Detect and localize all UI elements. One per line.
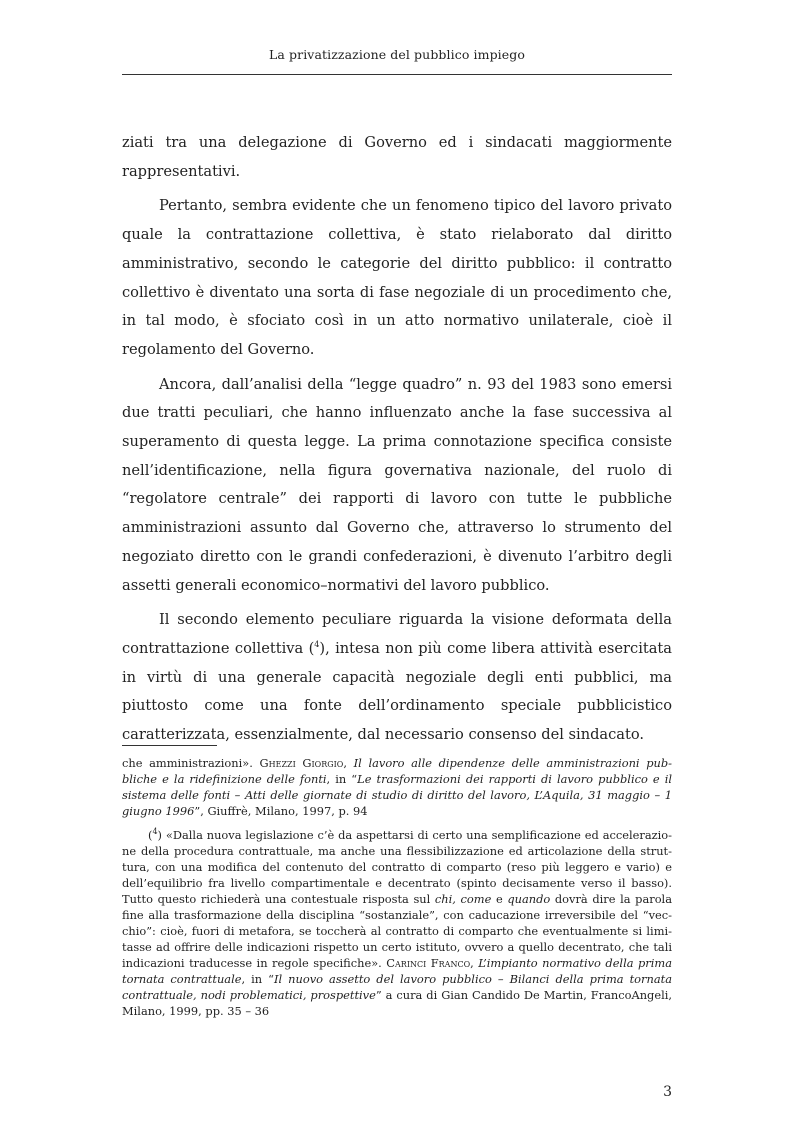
paragraph-4-text-b: ), intesa non più come libera attività esercitata in virtù di una generale capacità negoziale degli enti pubblici, ma piuttosto come una fonte dell’ordinamento speciale pubblicistico caratterizzata, essenzialmente, dal necessario consenso del sindacato. bbox=[122, 639, 672, 744]
footnote-book-title: Il nuovo assetto del lavoro pubblico – Bilanci della prima tornata contrattuale, nodi problematici, prospettive bbox=[122, 972, 672, 1002]
main-text bbox=[122, 129, 672, 756]
footnote-number: 4 bbox=[152, 827, 158, 837]
running-header: La privatizzazione del pubblico impiego bbox=[269, 47, 525, 62]
paragraph-4-text-a: Il secondo elemento peculiare riguarda la visione deformata della contrattazione collettiva ( bbox=[122, 611, 672, 657]
footnote-text: che amministrazioni». bbox=[122, 756, 260, 770]
paragraph-4 bbox=[122, 606, 672, 750]
header-divider bbox=[122, 74, 672, 75]
footnote-continuation bbox=[122, 755, 672, 819]
paragraph-3: Ancora, dall’analisi della “legge quadro” n. 93 del 1983 sono emersi due tratti peculiari, che hanno influenzato anche la fase successiva al superamento di questa legge. La prima connotazione specifica consiste nell’identificazione, nella figura governativa nazionale, del ruolo di “regolatore centrale” dei rapporti di lavoro con tutte le pubbliche amministrazioni assunto dal Governo che, attraverso lo strumento del negoziato diretto con le grandi confederazioni, è divenuto l’arbitro degli assetti generali economico–normativi del lavoro pubblico. bbox=[122, 375, 672, 594]
footnote-author: Carinci Franco bbox=[386, 956, 471, 970]
footnote-text: , bbox=[470, 956, 479, 970]
footnote-text: «Dalla nuova legislazione c’è da aspettarsi di certo una semplificazione ed accelerazione della procedura contrattuale, ma anche una flessibilizzazione ed articolazione della struttura, con una modifica del contenuto del contratto di comparto (reso più leggero e vario) e dell’equilibrio fra livello compartimentale e decentrato (spinto decisamente verso il basso). Tutto questo richiederà una contestuale risposta sul bbox=[122, 828, 672, 906]
page-number: 3 bbox=[663, 1084, 672, 1100]
footnote-text: dovrà dire la parola fine alla trasformazione della disciplina “sostanziale”, con caducazione irreversibile del “vecchio”: cioè, fuori di metafora, se toccherà al contratto di comparto che eventualmente si limitasse ad offrire delle indicazioni rispetto un certo istituto, ovvero a quello decentrato, che tali indicazioni traducesse in regole specifiche». bbox=[122, 892, 672, 970]
footnote-emphasis: quando bbox=[507, 892, 551, 906]
footnotes-area bbox=[122, 755, 672, 1019]
footnote-emphasis: chi, come bbox=[434, 892, 492, 906]
paragraph-2: Pertanto, sembra evidente che un fenomeno tipico del lavoro privato quale la contrattazione collettiva, è stato rielaborato dal diritto amministrativo, secondo le categorie del diritto pubblico: il contratto collettivo è diventato una sorta di fase negoziale di un procedimento che, in tal modo, è sfociato così in un atto normativo unilaterale, cioè il regolamento del Governo. bbox=[122, 197, 672, 358]
footnote-text: ”, Giuffrè, Milano, 1997, p. 94 bbox=[194, 804, 368, 818]
footnote-text: , in “ bbox=[326, 772, 358, 786]
footnote-work-title: Il lavoro alle dipendenze delle amministrazioni pubbliche e la ridefinizione delle fonti bbox=[122, 756, 673, 786]
footnote-book-title: Le trasformazioni dei rapporti di lavoro pubblico e il sistema delle fonti – Atti delle giornate di studio di diritto del lavoro, L’Aquila, 31 maggio – 1 giugno 1996 bbox=[122, 772, 673, 818]
footnote-text: , bbox=[343, 756, 354, 770]
footnote-work-title: L’impianto normativo della prima tornata contrattuale bbox=[122, 956, 672, 986]
footnote-4: ($^4$) «Dalla nuova legislazione c’è da aspettarsi di certo una semplificazione ed accelerazione della procedura contrattuale, ma anche una flessibilizzazione ed articolazione della struttura, con una modifica del contenuto del contratto di comparto (reso più leggero e vario) e dell’equilibrio fra livello compartimentale e decentrato (spinto decisamente verso il basso). Tutto questo richiederà una contestuale risposta sul chi, come e quando dovrà dire la parola fine alla trasformazione della disciplina “sostanziale”, con caducazione irreversibile del “vecchio”: cioè, fuori di metafora, se toccherà al contratto di comparto che eventualmente si limitasse ad offrire delle indicazioni rispetto un certo istituto, ovvero a quello decentrato, che tali indicazioni traducesse in regole specifiche». Carinci Franco, L’impianto normativo della prima tornata contrattuale, in “Il nuovo assetto del lavoro pubblico – Bilanci della prima tornata contrattuale, nodi problematici, prospettive” a cura di Gian Candido De Martin, FrancoAngeli, Milano, 1999, pp. 35 – 36 bbox=[122, 827, 672, 1018]
footnote-text: e bbox=[491, 892, 508, 906]
footnote-reference-4[interactable]: 4 bbox=[314, 640, 320, 650]
footnote-divider bbox=[122, 745, 217, 746]
paragraph-1: ziati tra una delegazione di Governo ed i sindacati maggiormente rappresentativi. bbox=[122, 134, 672, 180]
footnote-text: , in “ bbox=[241, 972, 274, 986]
footnote-author: Ghezzi Giorgio bbox=[259, 756, 344, 770]
footnote-text: ” a cura di Gian Candido De Martin, FrancoAngeli, Milano, 1999, pp. 35 – 36 bbox=[122, 988, 672, 1018]
